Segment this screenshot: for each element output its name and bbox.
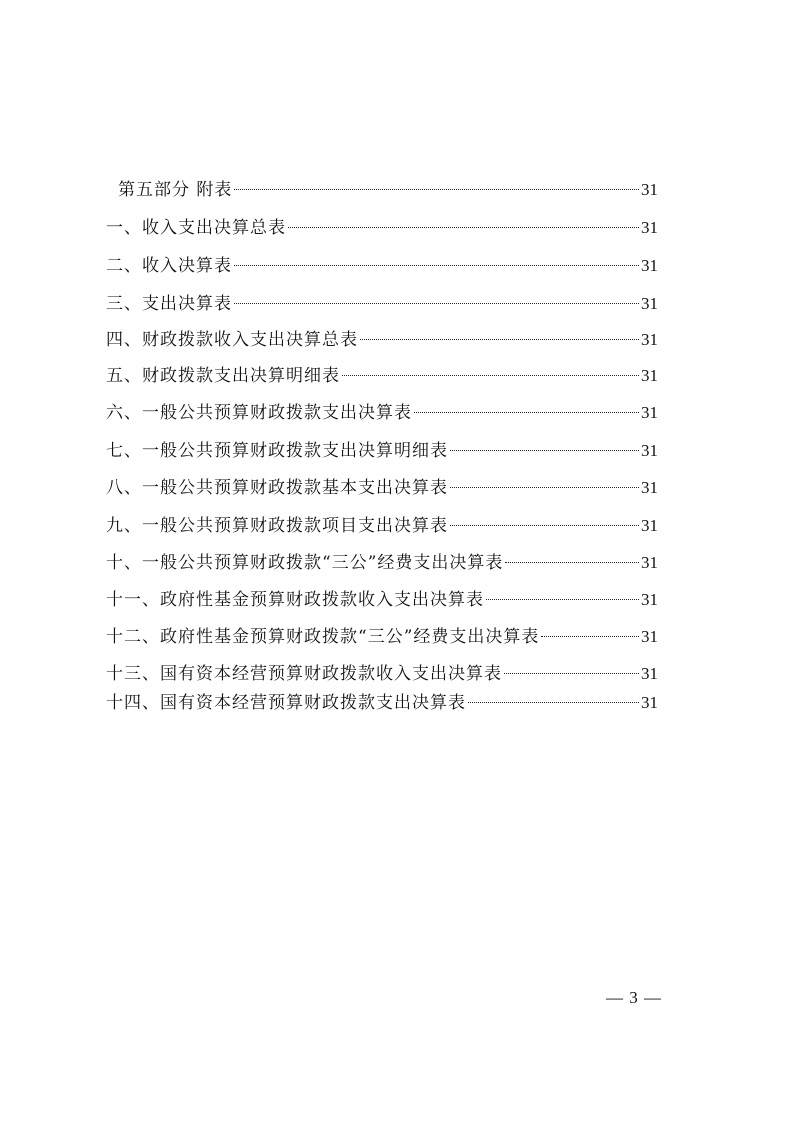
toc-entry-page: 31 <box>641 516 658 535</box>
toc-entry[interactable] <box>106 362 658 390</box>
toc-entry-page: 31 <box>641 330 658 349</box>
toc-entry-label: 十四、国有资本经营预算财政拨款支出决算表 <box>106 693 466 713</box>
dot-leader <box>234 189 639 190</box>
dot-leader <box>468 702 639 703</box>
dot-leader <box>450 487 639 488</box>
toc-entry-page: 31 <box>641 627 658 646</box>
dot-leader <box>360 339 639 340</box>
toc-entry[interactable] <box>106 437 658 465</box>
dot-leader <box>234 303 639 304</box>
toc-entry[interactable] <box>106 660 658 688</box>
toc-entry[interactable] <box>106 326 658 354</box>
toc-entry-page: 31 <box>641 441 658 460</box>
toc-entry-label: 十、一般公共预算财政拨款“三公”经费支出决算表 <box>106 553 504 573</box>
dot-leader <box>505 562 639 563</box>
toc-entry[interactable] <box>106 290 658 318</box>
toc-entry-page: 31 <box>641 664 658 683</box>
toc-entry[interactable] <box>106 214 658 242</box>
toc-entry-label: 五、财政拨款支出决算明细表 <box>106 366 340 386</box>
dot-leader <box>541 636 639 637</box>
toc-entry-page: 31 <box>641 256 658 275</box>
toc-entry-page: 31 <box>641 366 658 385</box>
toc-section-row[interactable] <box>118 176 658 204</box>
toc-entry-label: 一、收入支出决算总表 <box>106 218 286 238</box>
toc-entry-page: 31 <box>641 294 658 313</box>
toc-entry-label: 三、支出决算表 <box>106 294 232 314</box>
dot-leader <box>414 412 639 413</box>
toc-entry[interactable] <box>106 474 658 502</box>
dot-leader <box>234 265 639 266</box>
toc-entry-label: 十三、国有资本经营预算财政拨款收入支出决算表 <box>106 664 502 684</box>
toc-entry-page: 31 <box>641 693 658 712</box>
page-number: — 3 — <box>606 988 662 1007</box>
toc-entry-label: 七、一般公共预算财政拨款支出决算明细表 <box>106 441 448 461</box>
dot-leader <box>486 599 639 600</box>
toc-entry-label: 八、一般公共预算财政拨款基本支出决算表 <box>106 478 448 498</box>
dot-leader <box>450 450 639 451</box>
dot-leader <box>450 525 639 526</box>
toc-entry[interactable] <box>106 623 658 651</box>
toc-section-label: 第五部分 附表 <box>118 180 233 200</box>
toc-section-page: 31 <box>641 180 658 199</box>
toc-entry[interactable] <box>106 586 658 614</box>
toc-entry[interactable] <box>106 549 658 577</box>
toc-entry-label: 二、收入决算表 <box>106 256 232 276</box>
dot-leader <box>504 673 639 674</box>
toc-entry-label: 六、一般公共预算财政拨款支出决算表 <box>106 403 412 423</box>
toc-entry-label: 四、财政拨款收入支出决算总表 <box>106 330 358 350</box>
toc-entry[interactable] <box>106 399 658 427</box>
toc-entry-page: 31 <box>641 403 658 422</box>
dot-leader <box>288 227 639 228</box>
toc-entry-page: 31 <box>641 478 658 497</box>
toc-entry[interactable] <box>106 689 658 717</box>
toc-entry[interactable] <box>106 252 658 280</box>
toc-entry-label: 九、一般公共预算财政拨款项目支出决算表 <box>106 516 448 536</box>
dot-leader <box>342 375 639 376</box>
toc-entry-label: 十二、政府性基金预算财政拨款“三公”经费支出决算表 <box>106 627 540 647</box>
toc-entry-page: 31 <box>641 590 658 609</box>
toc-entry[interactable] <box>106 512 658 540</box>
toc-entry-label: 十一、政府性基金预算财政拨款收入支出决算表 <box>106 590 484 610</box>
toc-entry-page: 31 <box>641 218 658 237</box>
toc-entry-page: 31 <box>641 553 658 572</box>
